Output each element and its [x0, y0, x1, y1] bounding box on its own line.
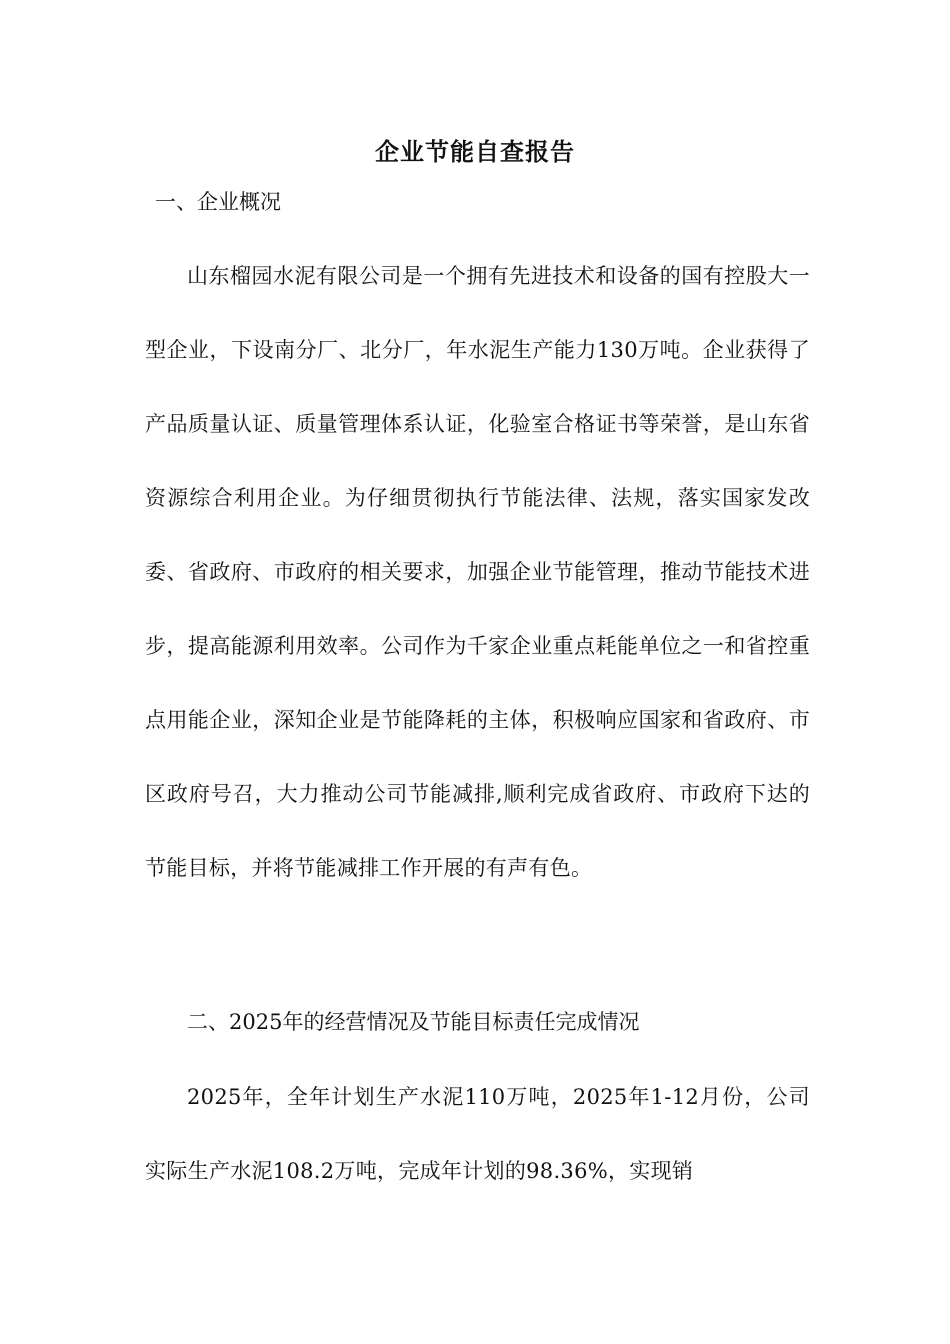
document-title: 企业节能自查报告: [375, 137, 575, 166]
overview-paragraph: 山东榴园水泥有限公司是一个拥有先进技术和设备的国有控股大一型企业，下设南分厂、北分厂，年水泥生产能力130万吨。企业获得了产品质量认证、质量管理体系认证，化验室合格证书等荣誉，是山东省资源综合利用企业。为仔细贯彻执行节能法律、法规，落实国家发改委、省政府、市政府的相关要求，加强企业节能管理，推动节能技术进步，提高能源利用效率。公司作为千家企业重点耗能单位之一和省控重点用能企业，深知企业是节能降耗的主体，积极响应国家和省政府、市区政府号召，大力推动公司节能减排,顺利完成省政府、市政府下达的节能目标，并将节能减排工作开展的有声有色。: [145, 264, 810, 880]
section-heading-operations: 二、2025年的经营情况及节能目标责任完成情况: [187, 1010, 640, 1034]
operations-paragraph: 2025年，全年计划生产水泥110万吨，2025年1-12月份，公司实际生产水泥108.2万吨，完成年计划的98.36%，实现销: [145, 1085, 810, 1183]
section-heading-overview: 一、企业概况: [155, 190, 281, 214]
